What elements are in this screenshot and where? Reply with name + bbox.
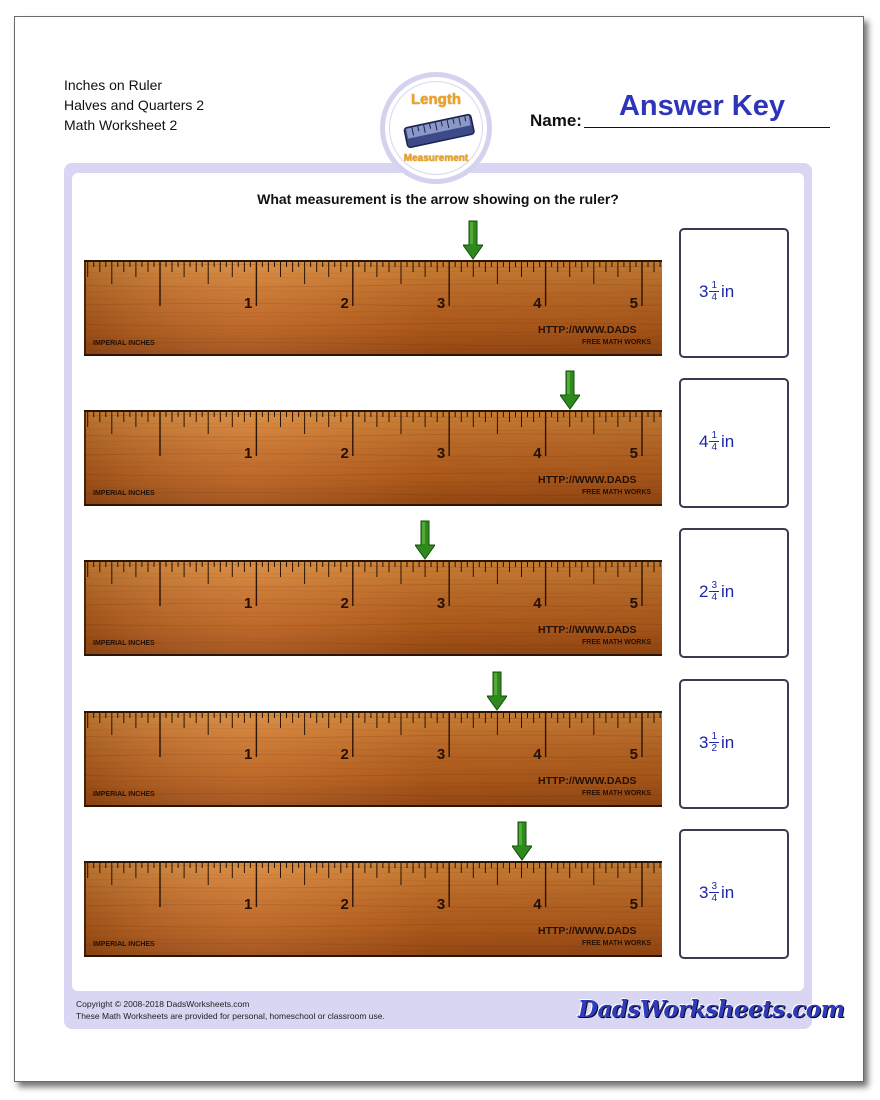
fraction-numerator: 3 [711, 881, 718, 892]
pointer-arrow-icon [512, 821, 532, 861]
worksheet-number: Math Worksheet 2 [64, 117, 178, 133]
answer-key-text: Answer Key [618, 90, 785, 122]
problem-row [0, 520, 880, 660]
ruler-url-text: HTTP://WWW.DADS [538, 474, 637, 486]
ruler-imperial-label: IMPERIAL INCHES [93, 791, 155, 798]
fraction-denominator: 4 [711, 292, 718, 303]
ruler-number: 3 [436, 896, 446, 913]
problem-row [0, 220, 880, 360]
problem-row [0, 821, 880, 961]
fraction-numerator: 1 [711, 731, 718, 742]
answer-box [679, 528, 789, 658]
fraction-denominator: 4 [711, 893, 718, 904]
answer-box [679, 228, 789, 358]
copyright-text: Copyright © 2008-2018 DadsWorksheets.com [76, 999, 250, 1009]
answer-whole: 3 [699, 281, 709, 301]
answer-value [699, 881, 734, 904]
wooden-ruler [84, 410, 662, 506]
ruler-brand-text: FREE MATH WORKS [582, 790, 652, 797]
ruler-brand-text: FREE MATH WORKS [582, 940, 652, 947]
ruler-number: 2 [340, 896, 349, 913]
dadsworksheets-logo: DadsWorksheets.com [578, 996, 845, 1023]
ruler-imperial-label: IMPERIAL INCHES [93, 340, 155, 347]
answer-fraction [709, 580, 719, 603]
ruler-number: 3 [436, 445, 446, 462]
ruler-brand-text: FREE MATH WORKS [582, 639, 652, 646]
fraction-numerator: 1 [711, 280, 718, 291]
answer-value [699, 731, 734, 754]
question-text: What measurement is the arrow showing on the ruler? [257, 191, 619, 207]
answer-fraction [709, 280, 719, 303]
answer-box [679, 829, 789, 959]
pointer-arrow-icon [487, 671, 507, 711]
answer-box [679, 679, 789, 809]
ruler-imperial-label: IMPERIAL INCHES [93, 490, 155, 497]
answer-whole: 3 [699, 732, 709, 752]
ruler-number: 2 [340, 445, 349, 462]
logo-subtitle: Measurement [403, 153, 469, 164]
ruler-number: 1 [244, 746, 253, 763]
ruler-number: 1 [244, 896, 253, 913]
answer-value [699, 280, 734, 303]
wooden-ruler [84, 711, 662, 807]
answer-whole: 3 [699, 882, 709, 902]
fraction-denominator: 4 [711, 592, 718, 603]
wooden-ruler [84, 560, 662, 656]
ruler-brand-text: FREE MATH WORKS [582, 339, 652, 346]
answer-fraction [709, 430, 719, 453]
fraction-numerator: 1 [711, 430, 718, 441]
fraction-denominator: 4 [711, 442, 718, 453]
ruler-number: 4 [533, 746, 542, 763]
ruler-url-text: HTTP://WWW.DADS [538, 925, 637, 937]
worksheet-title: Inches on Ruler [64, 77, 163, 93]
fraction-numerator: 3 [711, 580, 718, 591]
answer-value [699, 430, 734, 453]
name-underline [584, 127, 830, 128]
answer-unit: in [721, 581, 735, 601]
ruler-number: 3 [436, 295, 446, 312]
ruler-url-text: HTTP://WWW.DADS [538, 324, 637, 336]
ruler-number: 1 [244, 295, 253, 312]
ruler-number: 1 [244, 595, 253, 612]
usage-notice: These Math Worksheets are provided for personal, homeschool or classroom use. [76, 1011, 385, 1021]
name-label: Name: [530, 111, 582, 130]
logo-title: Length [411, 91, 461, 108]
answer-unit: in [721, 431, 735, 451]
wooden-ruler [84, 861, 662, 957]
answer-unit: in [721, 281, 735, 301]
ruler-imperial-label: IMPERIAL INCHES [93, 640, 155, 647]
ruler-number: 5 [629, 445, 638, 462]
ruler-url-text: HTTP://WWW.DADS [538, 775, 637, 787]
answer-fraction [709, 731, 719, 754]
ruler-url-text: HTTP://WWW.DADS [538, 624, 637, 636]
problem-row [0, 370, 880, 510]
wooden-ruler [84, 260, 662, 356]
ruler-number: 5 [629, 295, 638, 312]
ruler-number: 1 [244, 445, 253, 462]
ruler-number: 2 [340, 746, 349, 763]
pointer-arrow-icon [415, 520, 435, 560]
ruler-number: 5 [629, 896, 638, 913]
footer-copyright [76, 998, 385, 1022]
ruler-number: 4 [533, 445, 542, 462]
ruler-icon [401, 111, 477, 149]
length-measurement-logo [380, 72, 492, 184]
ruler-imperial-label: IMPERIAL INCHES [93, 941, 155, 948]
ruler-number: 5 [629, 746, 638, 763]
answer-unit: in [721, 732, 735, 752]
pointer-arrow-icon [463, 220, 483, 260]
ruler-number: 4 [533, 896, 542, 913]
fraction-denominator: 2 [711, 743, 718, 754]
answer-box [679, 378, 789, 508]
answer-whole: 4 [699, 431, 709, 451]
problem-row [0, 671, 880, 811]
answer-value [699, 580, 734, 603]
answer-fraction [709, 881, 719, 904]
answer-unit: in [721, 882, 735, 902]
pointer-arrow-icon [560, 370, 580, 410]
ruler-number: 3 [436, 746, 446, 763]
ruler-number: 4 [533, 595, 542, 612]
answer-whole: 2 [699, 581, 709, 601]
ruler-number: 2 [340, 295, 349, 312]
worksheet-subtitle: Halves and Quarters 2 [64, 97, 205, 113]
ruler-number: 4 [533, 295, 542, 312]
ruler-number: 2 [340, 595, 349, 612]
ruler-brand-text: FREE MATH WORKS [582, 489, 652, 496]
ruler-number: 3 [436, 595, 446, 612]
ruler-number: 5 [629, 595, 638, 612]
